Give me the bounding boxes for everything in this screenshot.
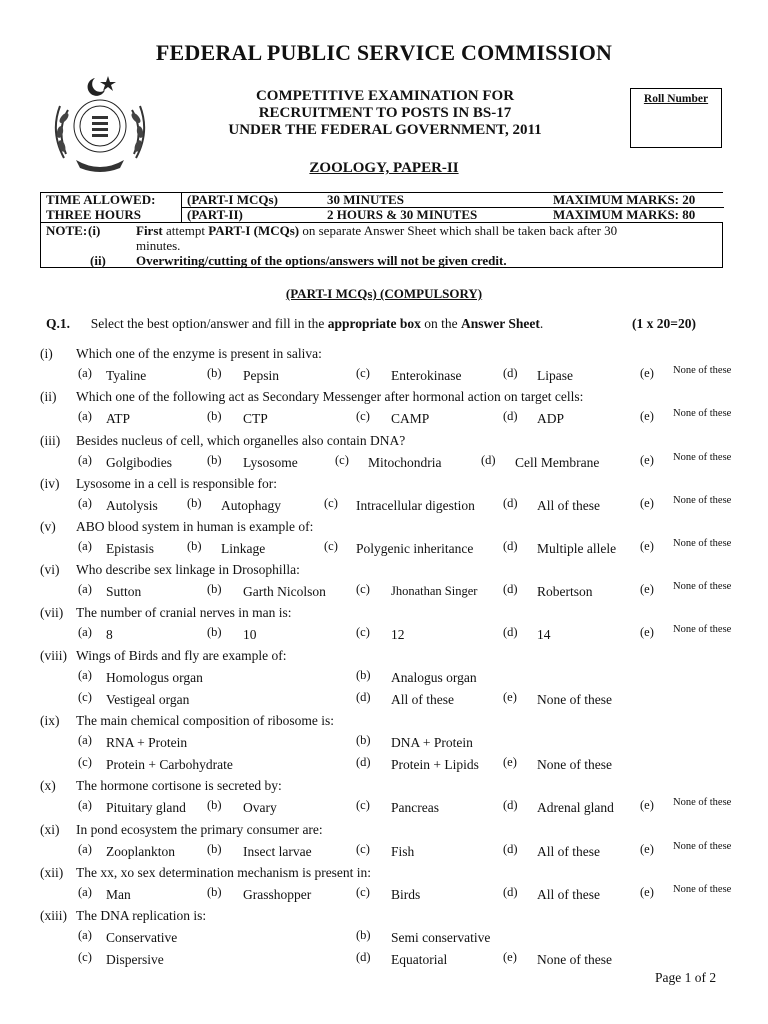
option-letter: (e) (640, 366, 654, 380)
option-letter: (c) (78, 690, 92, 704)
option-letter: (b) (207, 409, 222, 423)
question-1-instruction: Q.1. Select the best option/answer and fill in the appropriate box on the Answer Sheet. (46, 316, 544, 331)
option-letter: (b) (207, 798, 222, 812)
note-i-text: First attempt PART-I (MCQs) on separate Answer Sheet which shall be taken back after 30 (136, 223, 618, 238)
option-text: Multiple allele (537, 541, 617, 556)
option-letter: (b) (207, 885, 222, 899)
part2-label: (PART-II) (187, 207, 243, 222)
option-letter: (a) (78, 453, 92, 467)
option-text: Adrenal gland (537, 800, 614, 815)
option-text: 10 (243, 627, 257, 642)
option-text: None of these (673, 365, 732, 376)
option-text: ADP (537, 411, 565, 426)
option-letter: (a) (78, 582, 92, 596)
option-text: Cell Membrane (515, 455, 600, 470)
option-letter: (d) (481, 453, 496, 467)
question-stem: The number of cranial nerves in man is: (76, 605, 292, 620)
option-text: Protein + Carbohydrate (106, 757, 233, 772)
option-letter: (c) (356, 885, 370, 899)
option-text: All of these (537, 887, 600, 902)
part1-marks: MAXIMUM MARKS: 20 (553, 192, 696, 207)
question-text (40, 476, 277, 492)
question-number: (xiii) (40, 908, 67, 923)
option-text: Protein + Lipids (391, 757, 479, 772)
option-letter: (d) (503, 409, 518, 423)
option-letter: (a) (78, 733, 92, 747)
option-text: None of these (673, 538, 732, 549)
option-text: Homologus organ (106, 670, 203, 685)
question-stem: The hormone cortisone is secreted by: (76, 778, 282, 793)
question-text (40, 908, 206, 924)
question-1-marks: (1 x 20=20) (632, 316, 696, 331)
exam-info-table (40, 192, 723, 268)
note-ii-number: (ii) (90, 253, 106, 268)
option-letter: (a) (78, 668, 92, 682)
question-text (40, 865, 371, 881)
option-text: None of these (673, 408, 732, 419)
question-stem: The DNA replication is: (76, 908, 207, 923)
note-cell (41, 223, 723, 268)
option-letter: (d) (503, 842, 518, 856)
option-letter: (a) (78, 496, 92, 510)
question-text (40, 822, 323, 838)
option-letter: (d) (356, 755, 371, 769)
question-text (40, 713, 334, 729)
option-text: All of these (391, 692, 454, 707)
option-letter: (b) (207, 842, 222, 856)
option-text: Grasshopper (243, 887, 312, 902)
option-text: Autophagy (221, 498, 281, 513)
option-text: Intracellular digestion (356, 498, 475, 513)
part2-marks: MAXIMUM MARKS: 80 (553, 207, 696, 222)
option-text: Autolysis (106, 498, 158, 513)
question-stem: In pond ecosystem the primary consumer are: (76, 822, 323, 837)
exam-title-line3: UNDER THE FEDERAL GOVERNMENT, 2011 (228, 122, 542, 138)
part1-time: 30 MINUTES (327, 192, 404, 207)
option-letter: (c) (78, 950, 92, 964)
option-text: Tyaline (106, 368, 147, 383)
question-text (40, 389, 583, 405)
option-text: 8 (106, 627, 113, 642)
option-letter: (c) (356, 842, 370, 856)
note-ii-text: Overwriting/cutting of the options/answers will not be given credit. (136, 253, 507, 268)
option-text: None of these (673, 495, 732, 506)
roll-number-box[interactable] (630, 88, 722, 148)
option-letter: (c) (356, 366, 370, 380)
option-letter: (b) (207, 453, 222, 467)
option-letter: (b) (187, 496, 202, 510)
option-letter: (a) (78, 885, 92, 899)
option-text: Conservative (106, 930, 178, 945)
roll-number-label: Roll Number (643, 93, 709, 105)
option-letter: (b) (207, 582, 222, 596)
option-letter: (e) (640, 539, 654, 553)
option-text: Linkage (221, 541, 266, 556)
question-number: (iv) (40, 476, 60, 491)
option-letter: (e) (640, 582, 654, 596)
option-text: None of these (537, 757, 612, 772)
parts-cell (182, 193, 723, 223)
option-letter: (e) (640, 842, 654, 856)
option-text: Equatorial (391, 952, 448, 967)
option-text: Garth Nicolson (243, 584, 326, 599)
question-text (40, 605, 292, 621)
option-text: Analogus organ (391, 670, 477, 685)
option-letter: (c) (78, 755, 92, 769)
option-letter: (b) (356, 668, 371, 682)
question-text (40, 648, 287, 664)
option-text: Ovary (243, 800, 277, 815)
question-stem: Wings of Birds and fly are example of: (76, 648, 287, 663)
question-text (40, 562, 300, 578)
question-text (40, 778, 282, 794)
time-allowed-cell (41, 193, 182, 223)
option-letter: (e) (640, 409, 654, 423)
option-text: Fish (391, 844, 415, 859)
option-letter: (e) (640, 496, 654, 510)
question-number: (xi) (40, 822, 60, 837)
option-letter: (b) (356, 928, 371, 942)
option-text: Insect larvae (243, 844, 312, 859)
option-text: Pancreas (391, 800, 439, 815)
option-text: None of these (537, 692, 612, 707)
question-number: (iii) (40, 433, 61, 448)
question-number: (ii) (40, 389, 57, 404)
option-text: Lysosome (243, 455, 298, 470)
option-letter: (b) (207, 625, 222, 639)
option-letter: (c) (356, 582, 370, 596)
option-letter: (c) (356, 798, 370, 812)
question-number: (vii) (40, 605, 64, 620)
option-text: 12 (391, 627, 405, 642)
option-letter: (b) (187, 539, 202, 553)
question-text (40, 346, 322, 362)
section-heading: (PART-I MCQs) (COMPULSORY) (285, 286, 483, 301)
option-text: Polygenic inheritance (356, 541, 474, 556)
option-text: Epistasis (106, 541, 155, 556)
part1-label: (PART-I MCQs) (187, 192, 278, 207)
option-letter: (a) (78, 539, 92, 553)
note-label: NOTE: (46, 223, 88, 238)
option-text: Dispersive (106, 952, 164, 967)
option-text: DNA + Protein (391, 735, 473, 750)
option-text: None of these (673, 624, 732, 635)
option-text: Enterokinase (391, 368, 462, 383)
option-text: Pepsin (243, 368, 280, 383)
option-letter: (d) (356, 950, 371, 964)
option-text: ATP (106, 411, 131, 426)
option-letter: (a) (78, 842, 92, 856)
question-text (40, 519, 313, 535)
option-letter: (d) (503, 496, 518, 510)
option-text: Golgibodies (106, 455, 172, 470)
option-text: Zooplankton (106, 844, 175, 859)
option-text: Birds (391, 887, 421, 902)
option-text: Jhonathan Singer (391, 584, 478, 598)
option-letter: (a) (78, 928, 92, 942)
option-text: All of these (537, 498, 600, 513)
option-letter: (d) (503, 625, 518, 639)
option-letter: (e) (640, 798, 654, 812)
question-number: (i) (40, 346, 53, 361)
question-text (40, 433, 405, 449)
option-letter: (d) (503, 798, 518, 812)
question-stem: Who describe sex linkage in Drosophilla: (76, 562, 300, 577)
option-letter: (a) (78, 625, 92, 639)
question-number: (ix) (40, 713, 60, 728)
option-letter: (b) (356, 733, 371, 747)
question-number: (vi) (40, 562, 60, 577)
option-text: None of these (673, 797, 732, 808)
question-stem: The xx, xo sex determination mechanism is present in: (76, 865, 372, 880)
question-number: (x) (40, 778, 56, 793)
option-letter: (a) (78, 798, 92, 812)
question-stem: ABO blood system in human is example of: (76, 519, 314, 534)
option-text: CAMP (391, 411, 430, 426)
part2-time: 2 HOURS & 30 MINUTES (327, 207, 478, 222)
option-letter: (e) (503, 755, 517, 769)
option-letter: (d) (503, 885, 518, 899)
paper-title: ZOOLOGY, PAPER-II (309, 160, 459, 176)
option-letter: (d) (356, 690, 371, 704)
question-stem: The main chemical composition of ribosome is: (76, 713, 334, 728)
question-number: (v) (40, 519, 56, 534)
option-text: Lipase (537, 368, 573, 383)
note-i-continuation: minutes. (136, 238, 181, 253)
question-stem: Which one of the following act as Secondary Messenger after hormonal action on target cells: (76, 389, 584, 404)
option-letter: (c) (324, 496, 338, 510)
option-text: All of these (537, 844, 600, 859)
option-text: CTP (243, 411, 268, 426)
three-hours-label: THREE HOURS (46, 206, 141, 222)
option-text: Sutton (106, 584, 142, 599)
question-number: (viii) (40, 648, 67, 663)
option-text: RNA + Protein (106, 735, 188, 750)
option-letter: (d) (503, 539, 518, 553)
option-letter: (c) (356, 409, 370, 423)
option-text: Man (106, 887, 131, 902)
option-letter: (a) (78, 409, 92, 423)
option-text: None of these (673, 581, 732, 592)
question-stem: Which one of the enzyme is present in saliva: (76, 346, 322, 361)
question-stem: Besides nucleus of cell, which organelles also contain DNA? (76, 433, 406, 448)
commission-title: FEDERAL PUBLIC SERVICE COMMISSION (155, 40, 613, 65)
option-text: Mitochondria (368, 455, 442, 470)
option-text: 14 (537, 627, 551, 642)
option-text: None of these (673, 841, 732, 852)
exam-title-line2: RECRUITMENT TO POSTS IN BS-17 (258, 105, 512, 121)
option-text: Semi conservative (391, 930, 491, 945)
option-letter: (d) (503, 366, 518, 380)
exam-title-line1: COMPETITIVE EXAMINATION FOR (255, 88, 515, 104)
page-number: Page 1 of 2 (655, 970, 717, 985)
option-letter: (d) (503, 582, 518, 596)
option-text: Robertson (537, 584, 593, 599)
option-text: Vestigeal organ (106, 692, 190, 707)
option-letter: (e) (640, 625, 654, 639)
note-i-number: (i) (88, 223, 101, 238)
option-text: None of these (673, 452, 732, 463)
question-stem: Lysosome in a cell is responsible for: (76, 476, 277, 491)
option-text: Pituitary gland (106, 800, 186, 815)
option-letter: (c) (356, 625, 370, 639)
option-letter: (e) (503, 950, 517, 964)
question-number: (xii) (40, 865, 64, 880)
option-letter: (e) (640, 885, 654, 899)
option-letter: (e) (503, 690, 517, 704)
option-letter: (a) (78, 366, 92, 380)
option-text: None of these (673, 884, 732, 895)
option-letter: (e) (640, 453, 654, 467)
option-letter: (c) (335, 453, 349, 467)
option-letter: (c) (324, 539, 338, 553)
option-letter: (b) (207, 366, 222, 380)
time-allowed-label: TIME ALLOWED: (46, 192, 156, 207)
option-text: None of these (537, 952, 612, 967)
